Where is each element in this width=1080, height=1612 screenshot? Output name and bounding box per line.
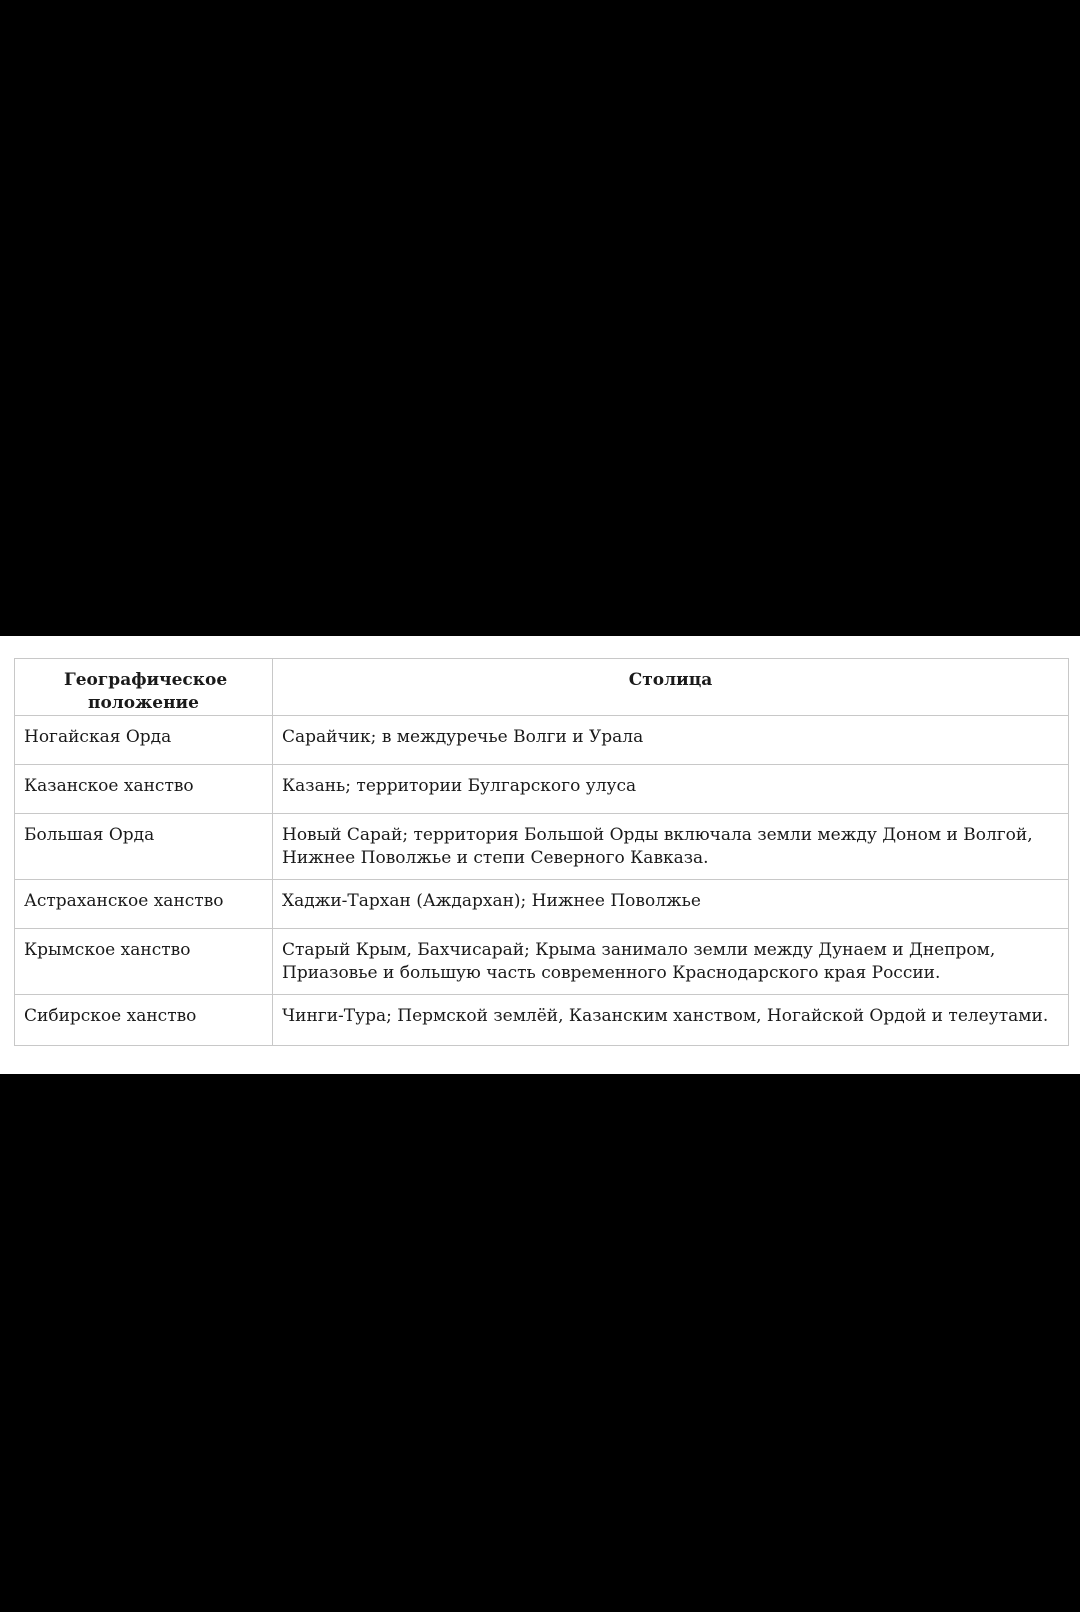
cell-capital: Сарайчик; в междуречье Волги и Урала bbox=[273, 716, 1069, 765]
header-capital-label: Столица bbox=[628, 670, 713, 690]
table-body bbox=[15, 716, 1069, 1046]
table-row bbox=[15, 880, 1069, 929]
cell-region: Большая Орда bbox=[15, 814, 273, 880]
document-page bbox=[0, 636, 1080, 1074]
table-row bbox=[15, 814, 1069, 880]
table-row bbox=[15, 765, 1069, 814]
khanates-table bbox=[14, 658, 1069, 1046]
cell-capital: Новый Сарай; территория Большой Орды включала земли между Доном и Волгой, Нижнее Поволжье и степи Северного Кавказа. bbox=[273, 814, 1069, 880]
cell-region: Сибирское ханство bbox=[15, 995, 273, 1046]
table-row bbox=[15, 929, 1069, 995]
cell-region: Крымское ханство bbox=[15, 929, 273, 995]
table-row bbox=[15, 716, 1069, 765]
table-row bbox=[15, 995, 1069, 1046]
table-header bbox=[15, 659, 1069, 716]
header-row bbox=[15, 659, 1069, 716]
cell-capital: Чинги-Тура; Пермской землёй, Казанским ханством, Ногайской Ордой и телеутами. bbox=[273, 995, 1069, 1046]
header-capital bbox=[273, 659, 1069, 716]
header-geographic-position-label: Географическое положение bbox=[64, 670, 228, 713]
cell-region: Астраханское ханство bbox=[15, 880, 273, 929]
header-geographic-position bbox=[15, 659, 273, 716]
cell-capital: Казань; территории Булгарского улуса bbox=[273, 765, 1069, 814]
cell-region: Ногайская Орда bbox=[15, 716, 273, 765]
cell-region: Казанское ханство bbox=[15, 765, 273, 814]
cell-capital: Хаджи-Тархан (Аждархан); Нижнее Поволжье bbox=[273, 880, 1069, 929]
cell-capital: Старый Крым, Бахчисарай; Крыма занимало земли между Дунаем и Днепром, Приазовье и большую часть современного Краснодарского края России. bbox=[273, 929, 1069, 995]
